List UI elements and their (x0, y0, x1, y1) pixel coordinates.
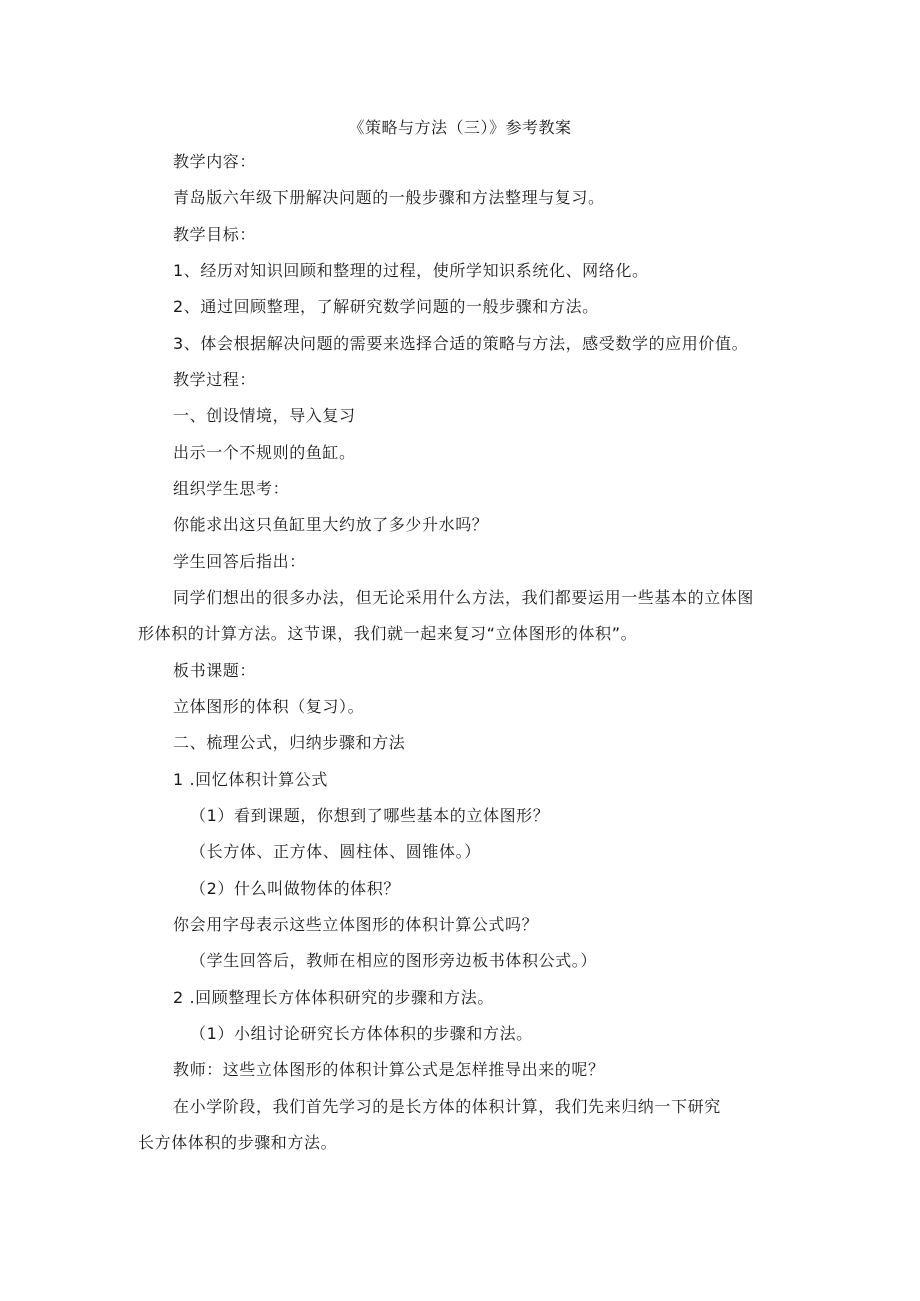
text-line: 你能求出这只鱼缸里大约放了多少升水吗？ (173, 515, 489, 534)
text-line: 2、通过回顾整理，了解研究数学问题的一般步骤和方法。 (173, 297, 599, 316)
text-line: （2）什么叫做物体的体积？ (190, 879, 400, 898)
text-line: （学生回答后，教师在相应的图形旁边板书体积公式。） (190, 951, 598, 970)
text-line: （长方体、正方体、圆柱体、圆锥体。） (190, 842, 481, 861)
text-line: 长方体体积的步骤和方法。 (138, 1133, 338, 1152)
text-line: 3、体会根据解决问题的需要来选择合适的策略与方法，感受数学的应用价值。 (173, 334, 749, 353)
text-line: 教学目标： (173, 225, 257, 244)
text-line: 青岛版六年级下册解决问题的一般步骤和方法整理与复习。 (173, 188, 605, 207)
text-line: 二、梳理公式，归纳步骤和方法 (173, 733, 406, 752)
text-line: 组织学生思考： (173, 479, 290, 498)
text-line: 教学内容： (173, 152, 257, 171)
text-line: 教师：这些立体图形的体积计算公式是怎样推导出来的呢？ (173, 1060, 605, 1079)
text-line: 教学过程： (173, 370, 257, 389)
text-line: 2 .回顾整理长方体体积研究的步骤和方法。 (173, 988, 494, 1007)
text-line: （1）看到课题，你想到了哪些基本的立体图形？ (190, 806, 550, 825)
text-line: （1）小组讨论研究长方体体积的步骤和方法。 (190, 1024, 533, 1043)
text-line: 在小学阶段，我们首先学习的是长方体的体积计算，我们先来归纳一下研究 (173, 1097, 721, 1116)
text-line: 形体积的计算方法。这节课，我们就一起来复习“立体图形的体积”。 (138, 624, 638, 643)
text-line: 同学们想出的很多办法，但无论采用什么方法，我们都要运用一些基本的立体图 (173, 588, 755, 607)
text-line: 一、创设情境，导入复习 (173, 406, 356, 425)
text-line: 立体图形的体积（复习）。 (173, 697, 365, 716)
text-line: 你会用字母表示这些立体图形的体积计算公式吗？ (173, 915, 539, 934)
text-line: 出示一个不规则的鱼缸。 (173, 443, 356, 462)
text-line: 板书课题： (173, 661, 257, 680)
text-line: 学生回答后指出： (173, 552, 306, 571)
document-title: 《策略与方法（三）》参考教案 (348, 118, 572, 137)
text-line: 1、经历对知识回顾和整理的过程，使所学知识系统化、网络化。 (173, 261, 649, 280)
text-line: 1 .回忆体积计算公式 (173, 770, 328, 789)
